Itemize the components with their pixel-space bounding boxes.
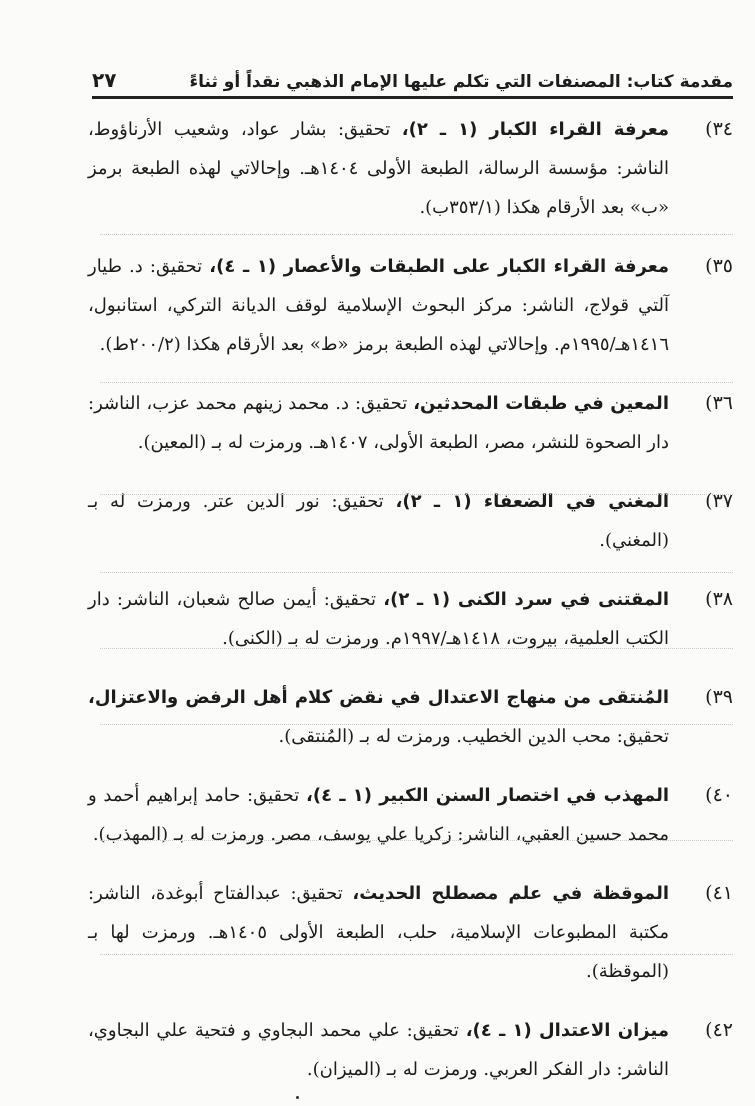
scan-speck	[296, 1096, 299, 1099]
entry-details: تحقيق: د. محمد زينهم محمد عزب، الناشر: دار الصحوة للنشر، مصر، الطبعة الأولى، ١٤٠٧هـ. ورمزت له بـ (المعين).	[88, 393, 669, 453]
section-divider	[100, 572, 733, 573]
bibliography-list	[88, 110, 733, 1089]
entry-details: تحقيق: علي محمد البجاوي و فتحية علي البجاوي، الناشر: دار الفكر العربي. ورمزت له بـ (الميزان).	[88, 1020, 669, 1080]
bibliography-entry	[88, 678, 733, 756]
entry-title: معرفة القراء الكبار (١ ـ ٢)،	[401, 119, 669, 140]
entry-title: المعين في طبقات المحدثين،	[413, 393, 669, 414]
bibliography-entry	[88, 776, 733, 854]
section-divider	[100, 840, 733, 841]
entry-title: المغني في الضعفاء (١ ـ ٢)،	[395, 491, 670, 512]
entry-number: ٣٧)	[705, 490, 733, 512]
entry-title: المقتنى في سرد الكنى (١ ـ ٢)،	[383, 589, 669, 610]
entry-title: المهذب في اختصار السنن الكبير (١ ـ ٤)،	[306, 785, 669, 806]
entry-number: ٤٢)	[705, 1019, 733, 1041]
entry-number: ٣٤)	[705, 118, 733, 140]
entry-number: ٤١)	[705, 882, 733, 904]
section-divider	[100, 382, 733, 383]
entry-details: تحقيق: عبدالفتاح أبوغدة، الناشر: مكتبة المطبوعات الإسلامية، حلب، الطبعة الأولى ١٤٠٥هـ. ورمزت لها بـ (الموقظة).	[88, 883, 670, 982]
entry-details: تحقيق: نور الدين عتر. ورمزت له بـ (المغني).	[88, 491, 669, 551]
entry-details: تحقيق: د. طيار آلتي قولاج، الناشر: مركز البحوث الإسلامية لوقف الديانة التركي، استانبول، ١٤١٦هـ/١٩٩٥م. وإحالاتي لهذه الطبعة برمز «ط» بعد الأرقام هكذا (٢٠٠/٢ط).	[88, 256, 669, 355]
bibliography-entry	[88, 1011, 733, 1089]
entry-details: تحقيق: محب الدين الخطيب. ورمزت له بـ (المُنتقى).	[278, 726, 669, 747]
page-number: ٢٧	[92, 68, 117, 92]
entry-details: تحقيق: بشار عواد، وشعيب الأرناؤوط، الناشر: مؤسسة الرسالة، الطبعة الأولى ١٤٠٤هـ. وإحالاتي لهذه الطبعة برمز «ب» بعد الأرقام هكذا (٣٥٣/١ب).	[88, 119, 669, 218]
running-header	[92, 60, 733, 99]
section-divider	[100, 724, 733, 725]
bibliography-entry	[88, 384, 733, 462]
entry-number: ٣٨)	[705, 588, 733, 610]
section-divider	[100, 648, 733, 649]
bibliography-entry	[88, 580, 733, 658]
entry-title: ميزان الاعتدال (١ ـ ٤)،	[465, 1020, 669, 1041]
entry-number: ٣٦)	[705, 392, 733, 414]
bibliography-entry	[88, 110, 733, 227]
entry-title: المُنتقى من منهاج الاعتدال في نقض كلام أهل الرفض والاعتزال،	[88, 687, 669, 708]
entry-number: ٣٩)	[705, 686, 733, 708]
entry-number: ٤٠)	[705, 784, 733, 806]
running-header-title: مقدمة كتاب: المصنفات التي تكلم عليها الإمام الذهبي نقداً أو ثناءً	[189, 72, 733, 92]
entry-title: الموقظة في علم مصطلح الحديث،	[352, 883, 670, 904]
section-divider	[100, 954, 733, 955]
entry-title: معرفة القراء الكبار على الطبقات والأعصار (١ ـ ٤)،	[209, 256, 669, 277]
section-divider	[100, 494, 733, 495]
entry-number: ٣٥)	[705, 255, 733, 277]
bibliography-entry	[88, 247, 733, 364]
bibliography-entry	[88, 874, 733, 991]
entry-details: تحقيق: حامد إبراهيم أحمد و محمد حسين العقبي، الناشر: زكريا علي يوسف، مصر. ورمزت له بـ (المهذب).	[88, 785, 669, 845]
entry-details: تحقيق: أيمن صالح شعبان، الناشر: دار الكتب العلمية، بيروت، ١٤١٨هـ/١٩٩٧م. ورمزت له بـ (الكنى).	[88, 589, 669, 649]
section-divider	[100, 234, 733, 235]
